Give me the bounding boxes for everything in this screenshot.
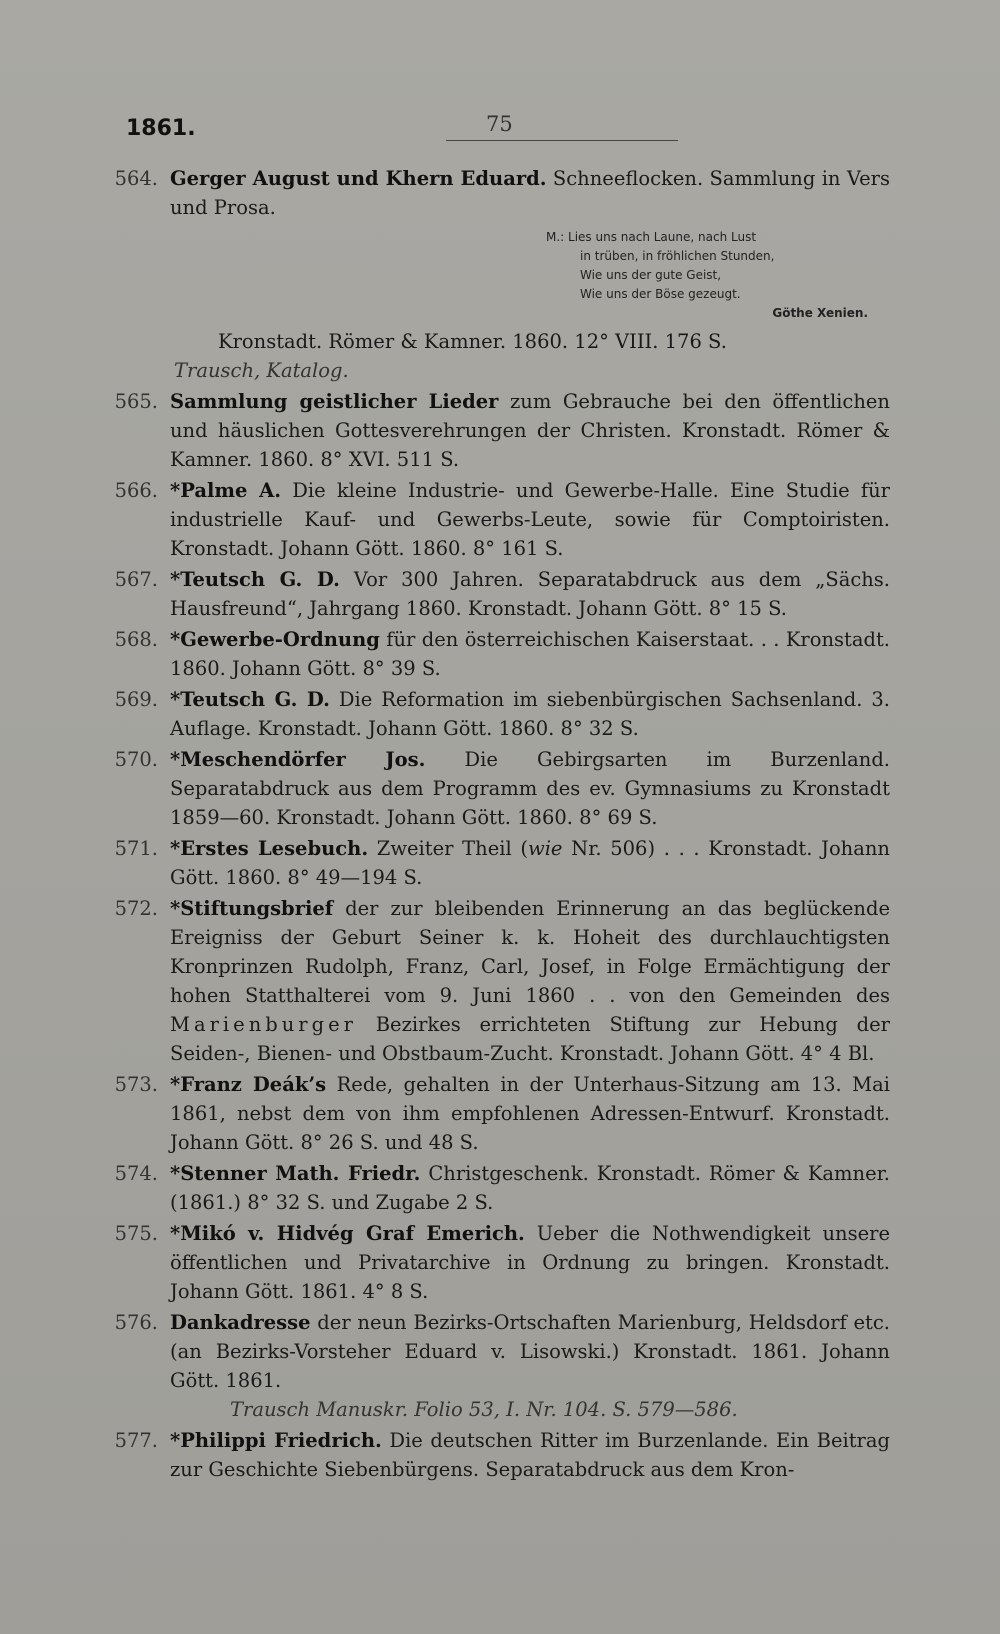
entry-headword: *Stiftungsbrief: [170, 897, 334, 920]
entry-number: 577.: [114, 1429, 158, 1452]
running-head: [126, 112, 886, 152]
entry-headword: Dankadresse: [170, 1311, 311, 1334]
entry-headword: Gerger August und Khern Eduard.: [170, 167, 547, 190]
page-year: 1861.: [126, 116, 196, 141]
entry-564: [100, 164, 890, 385]
entry-text-italic: wie: [528, 837, 563, 860]
entry-headword: Sammlung geistlicher Lieder: [170, 390, 499, 413]
entry-number: 569.: [114, 688, 158, 711]
entry-569: [100, 685, 890, 743]
entry-motto: [546, 228, 890, 323]
entry-text: Rede, gehalten in der Unterhaus-Sitzung am 13. Mai 1861, nebst dem von ihm empfohlenen Adressen-Entwurf. Kronstadt. Johann Gött. 8° 26 S. und 48 S.: [170, 1073, 890, 1154]
entry-headword: *Erstes Lesebuch.: [170, 837, 369, 860]
entry-number: 570.: [114, 748, 158, 771]
entry-headword: *Mikó v. Hidvég Graf Emerich.: [170, 1222, 525, 1245]
entry-number: 572.: [114, 897, 158, 920]
entry-number: 575.: [114, 1222, 158, 1245]
entry-text: Bezirkes errichteten Stiftung zur Hebung der Seiden-, Bienen- und Obstbaum-Zucht. Kronstadt. Johann Gött. 4° 4 Bl.: [170, 1013, 890, 1065]
entry-572: [100, 894, 890, 1068]
entry-headword: *Teutsch G. D.: [170, 568, 340, 591]
entry-number: 565.: [114, 390, 158, 413]
entry-text: Ueber die Nothwendigkeit unsere öffentlichen und Privatarchive in Ordnung zu bringen. Kronstadt. Johann Gött. 1861. 4° 8 S.: [170, 1222, 890, 1303]
entry-text: Vor 300 Jahren. Separatabdruck aus dem „Sächs. Hausfreund“, Jahrgang 1860. Kronstadt. Johann Gött. 8° 15 S.: [170, 568, 891, 620]
entry-text: Die Reformation im siebenbürgischen Sachsenland. 3. Auflage. Kronstadt. Johann Gött. 1860. 8° 32 S.: [170, 688, 890, 740]
entry-573: [100, 1070, 890, 1157]
page-number: 75: [486, 112, 513, 136]
entry-574: [100, 1159, 890, 1217]
entry-headword: *Franz Deák’s: [170, 1073, 327, 1096]
entry-565: [100, 387, 890, 474]
entry-headword: *Philippi Friedrich.: [170, 1429, 382, 1452]
entry-text: Nr. 506) . . . Kronstadt. Johann Gött. 1860. 8° 49—194 S.: [170, 837, 890, 889]
entry-number: 571.: [114, 837, 158, 860]
motto-lead: M.: Lies uns nach Laune, nach Lust: [546, 230, 757, 244]
entry-reference: Trausch Manuskr. Folio 53, I. Nr. 104. S. 579—586.: [230, 1398, 738, 1421]
entry-577: [100, 1426, 890, 1484]
entry-text: Die deutschen Ritter im Burzenlande. Ein Beitrag zur Geschichte Siebenbürgens. Separatabdruck aus dem Kron-: [170, 1429, 890, 1481]
entry-number: 574.: [114, 1162, 158, 1185]
entry-text: der neun Bezirks-Ortschaften Marienburg, Heldsdorf etc. (an Bezirks-Vorsteher Eduard v. Lisowski.) Kronstadt. 1861. Johann Gött. 1861.: [170, 1311, 890, 1392]
entry-headword: *Gewerbe-Ordnung: [170, 628, 380, 651]
header-rule: [446, 140, 678, 141]
entry-576: [100, 1308, 890, 1424]
entry-reference: Trausch, Katalog.: [174, 359, 349, 382]
entry-number: 567.: [114, 568, 158, 591]
motto-signature: Göthe Xenien.: [772, 306, 868, 320]
entry-number: 573.: [114, 1073, 158, 1096]
entry-text: für den österreichischen Kaiserstaat. . . Kronstadt. 1860. Johann Gött. 8° 39 S.: [170, 628, 890, 680]
bibliography-list: [100, 164, 890, 1486]
entry-text: zum Gebrauche bei den öffentlichen und häuslichen Gottesverehrungen der Christen. Kronstadt. Römer & Kamner. 1860. 8° XVI. 511 S.: [170, 390, 890, 471]
motto-line: Wie uns der gute Geist,: [580, 268, 722, 282]
entry-567: [100, 565, 890, 623]
motto-line: Wie uns der Böse gezeugt.: [580, 287, 741, 301]
entry-text: Zweiter Theil (: [368, 837, 528, 860]
entry-text-spaced: Marienburger: [170, 1013, 357, 1036]
entry-text: der zur bleibenden Erinnerung an das beglückende Ereigniss der Geburt Seiner k. k. Hoheit des durchlauchtigsten Kronprinzen Rudolph, Franz, Carl, Josef, in Folge Ermächtigung der hohen Statthalterei vom 9. Juni 1860 . . von den Gemeinden des: [170, 897, 890, 1007]
entry-imprint: Kronstadt. Römer & Kamner. 1860. 12° VIII. 176 S.: [218, 330, 727, 353]
entry-575: [100, 1219, 890, 1306]
entry-571: [100, 834, 890, 892]
entry-570: [100, 745, 890, 832]
motto-line: in trüben, in fröhlichen Stunden,: [580, 249, 775, 263]
entry-headword: *Teutsch G. D.: [170, 688, 330, 711]
entry-text: Schneeflocken. Sammlung in Vers und Prosa.: [170, 167, 891, 219]
entry-text: Die kleine Industrie- und Gewerbe-Halle. Eine Studie für industrielle Kauf- und Gewerbs-Leute, sowie für Comptoiristen. Kronstadt. Johann Gött. 1860. 8° 161 S.: [170, 479, 890, 560]
entry-566: [100, 476, 890, 563]
entry-number: 566.: [114, 479, 158, 502]
entry-number: 576.: [114, 1311, 158, 1334]
entry-number: 568.: [114, 628, 158, 651]
entry-headword: *Meschendörfer Jos.: [170, 748, 426, 771]
entry-568: [100, 625, 890, 683]
entry-text: Die Gebirgsarten im Burzenland. Separatabdruck aus dem Programm des ev. Gymnasiums zu Kronstadt 1859—60. Kronstadt. Johann Gött. 1860. 8° 69 S.: [170, 748, 890, 829]
entry-number: 564.: [114, 167, 158, 190]
entry-headword: *Stenner Math. Friedr.: [170, 1162, 421, 1185]
entry-text: Christgeschenk. Kronstadt. Römer & Kamner. (1861.) 8° 32 S. und Zugabe 2 S.: [170, 1162, 890, 1214]
entry-headword: *Palme A.: [170, 479, 282, 502]
